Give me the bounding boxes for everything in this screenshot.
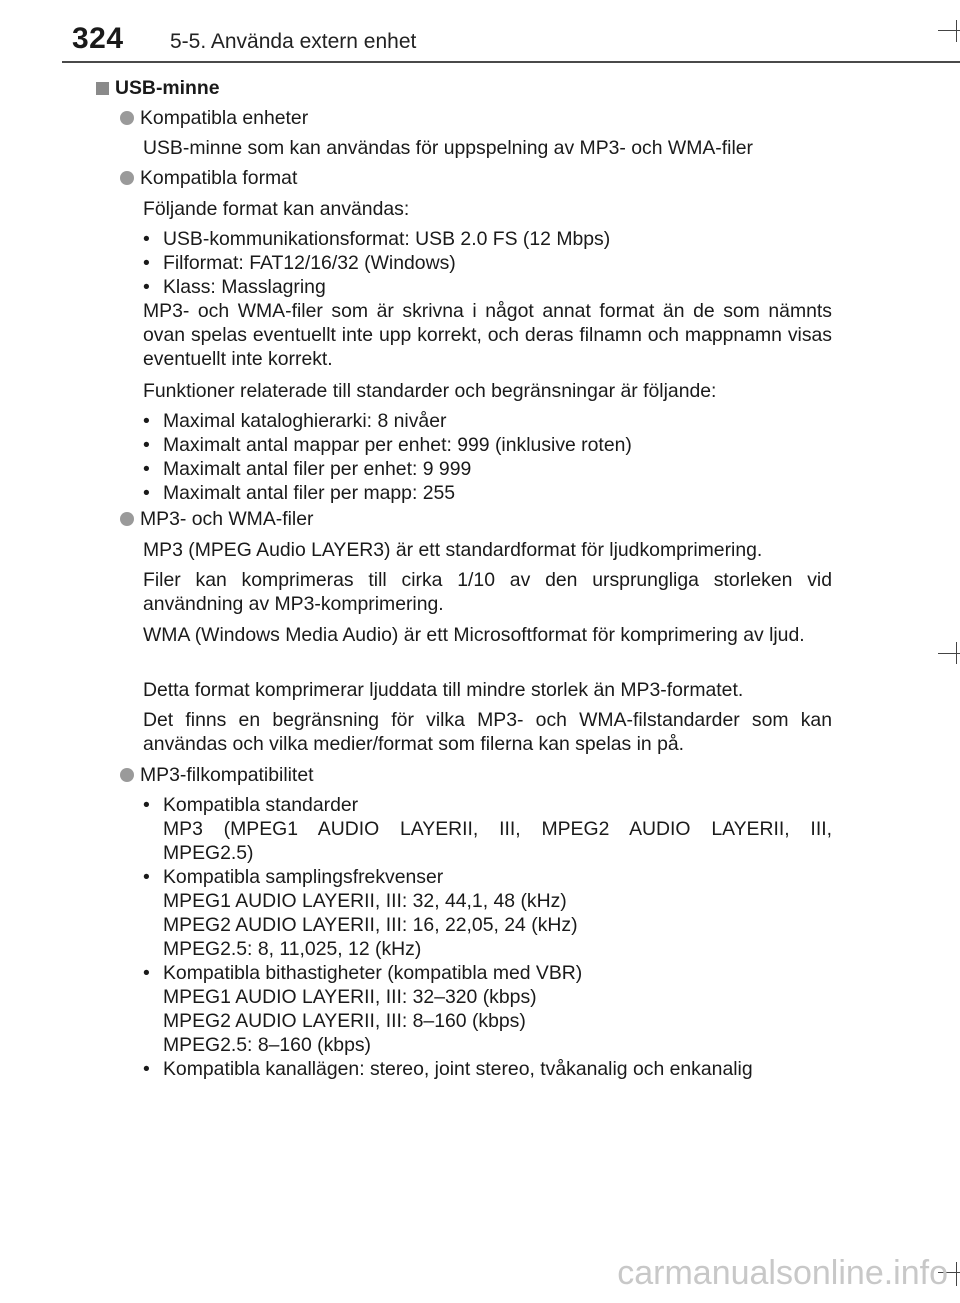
mp3-wma-p5: Det finns en begränsning för vilka MP3- och WMA-filstandarder som kan användas och vilka medier/format som filerna kan spelas in på.	[143, 709, 832, 755]
usb-heading: USB-minne	[96, 76, 816, 100]
round-bullet-icon	[120, 768, 134, 782]
list-item	[143, 865, 832, 961]
list-item: • Filformat: FAT12/16/32 (Windows)	[143, 251, 832, 275]
format-note: MP3- och WMA-filer som är skrivna i något annat format än de som nämnts ovan spelas eventuellt inte upp korrekt, och deras filnamn och mappnamn visas eventuellt inte korrekt.	[143, 300, 832, 370]
frequency-line: MPEG2.5: 8, 11,025, 12 (kHz)	[163, 938, 422, 960]
list-item	[143, 793, 832, 865]
list-item: • Maximal kataloghierarki: 8 nivåer	[143, 409, 832, 433]
section-title: 5-5. Använda extern enhet	[170, 30, 417, 53]
frequency-line: MPEG2 AUDIO LAYERII, III: 16, 22,05, 24 (kHz)	[163, 914, 578, 936]
compatible-devices-text: USB-minne som kan användas för uppspelning av MP3- och WMA-filer	[143, 137, 753, 159]
bitrates-label: Kompatibla bithastigheter (kompatibla med VBR)	[163, 962, 583, 984]
format-list	[143, 227, 832, 299]
list-item: • Maximalt antal filer per enhet: 9 999	[143, 457, 832, 481]
mp3-compat-list	[143, 793, 832, 1081]
list-item	[143, 961, 832, 1057]
round-bullet-icon	[120, 512, 134, 526]
mp3-wma-p3: WMA (Windows Media Audio) är ett Microsoftformat för komprimering av ljud.	[143, 624, 805, 646]
standards-line: MP3 (MPEG1 AUDIO LAYERII, III, MPEG2 AUDIO LAYERII, III,	[163, 818, 832, 840]
watermark: carmanualsonline.info	[617, 1254, 948, 1292]
page-header	[0, 0, 960, 64]
bitrate-line: MPEG1 AUDIO LAYERII, III: 32–320 (kbps)	[163, 986, 537, 1008]
square-bullet-icon	[96, 82, 109, 95]
mp3-wma-p2: Filer kan komprimeras till cirka 1/10 av den ursprungliga storleken vid användning av MP3-komprimering.	[143, 569, 832, 615]
limits-list	[143, 409, 832, 505]
page-number: 324	[72, 22, 124, 55]
bitrate-line: MPEG2 AUDIO LAYERII, III: 8–160 (kbps)	[163, 1010, 526, 1032]
list-item: • USB-kommunikationsformat: USB 2.0 FS (12 Mbps)	[143, 227, 832, 251]
list-item: • Klass: Masslagring	[143, 275, 832, 299]
mp3-compat-heading: MP3-filkompatibilitet	[120, 763, 840, 787]
standards-label: Kompatibla standarder	[163, 794, 359, 816]
compatible-formats-heading: Kompatibla format	[120, 166, 840, 190]
compatible-formats-intro: Följande format kan användas:	[143, 198, 410, 220]
list-item: • Maximalt antal filer per mapp: 255	[143, 481, 832, 505]
frequency-line: MPEG1 AUDIO LAYERII, III: 32, 44,1, 48 (kHz)	[163, 890, 567, 912]
list-item: • Kompatibla kanallägen: stereo, joint stereo, tvåkanalig och enkanalig	[143, 1057, 832, 1081]
bitrate-line: MPEG2.5: 8–160 (kbps)	[163, 1034, 372, 1056]
list-item: • Maximalt antal mappar per enhet: 999 (inklusive roten)	[143, 433, 832, 457]
mp3-wma-p4: Detta format komprimerar ljuddata till mindre storlek än MP3-formatet.	[143, 679, 744, 701]
standards-line: MPEG2.5)	[163, 842, 254, 864]
compatible-devices-heading: Kompatibla enheter	[120, 106, 840, 130]
limits-intro: Funktioner relaterade till standarder och begränsningar är följande:	[143, 380, 717, 402]
mp3-wma-heading: MP3- och WMA-filer	[120, 507, 840, 531]
round-bullet-icon	[120, 111, 134, 125]
header-rule	[62, 61, 960, 63]
frequencies-label: Kompatibla samplingsfrekvenser	[163, 866, 444, 888]
mp3-wma-p1: MP3 (MPEG Audio LAYER3) är ett standardformat för ljudkomprimering.	[143, 539, 763, 561]
round-bullet-icon	[120, 171, 134, 185]
